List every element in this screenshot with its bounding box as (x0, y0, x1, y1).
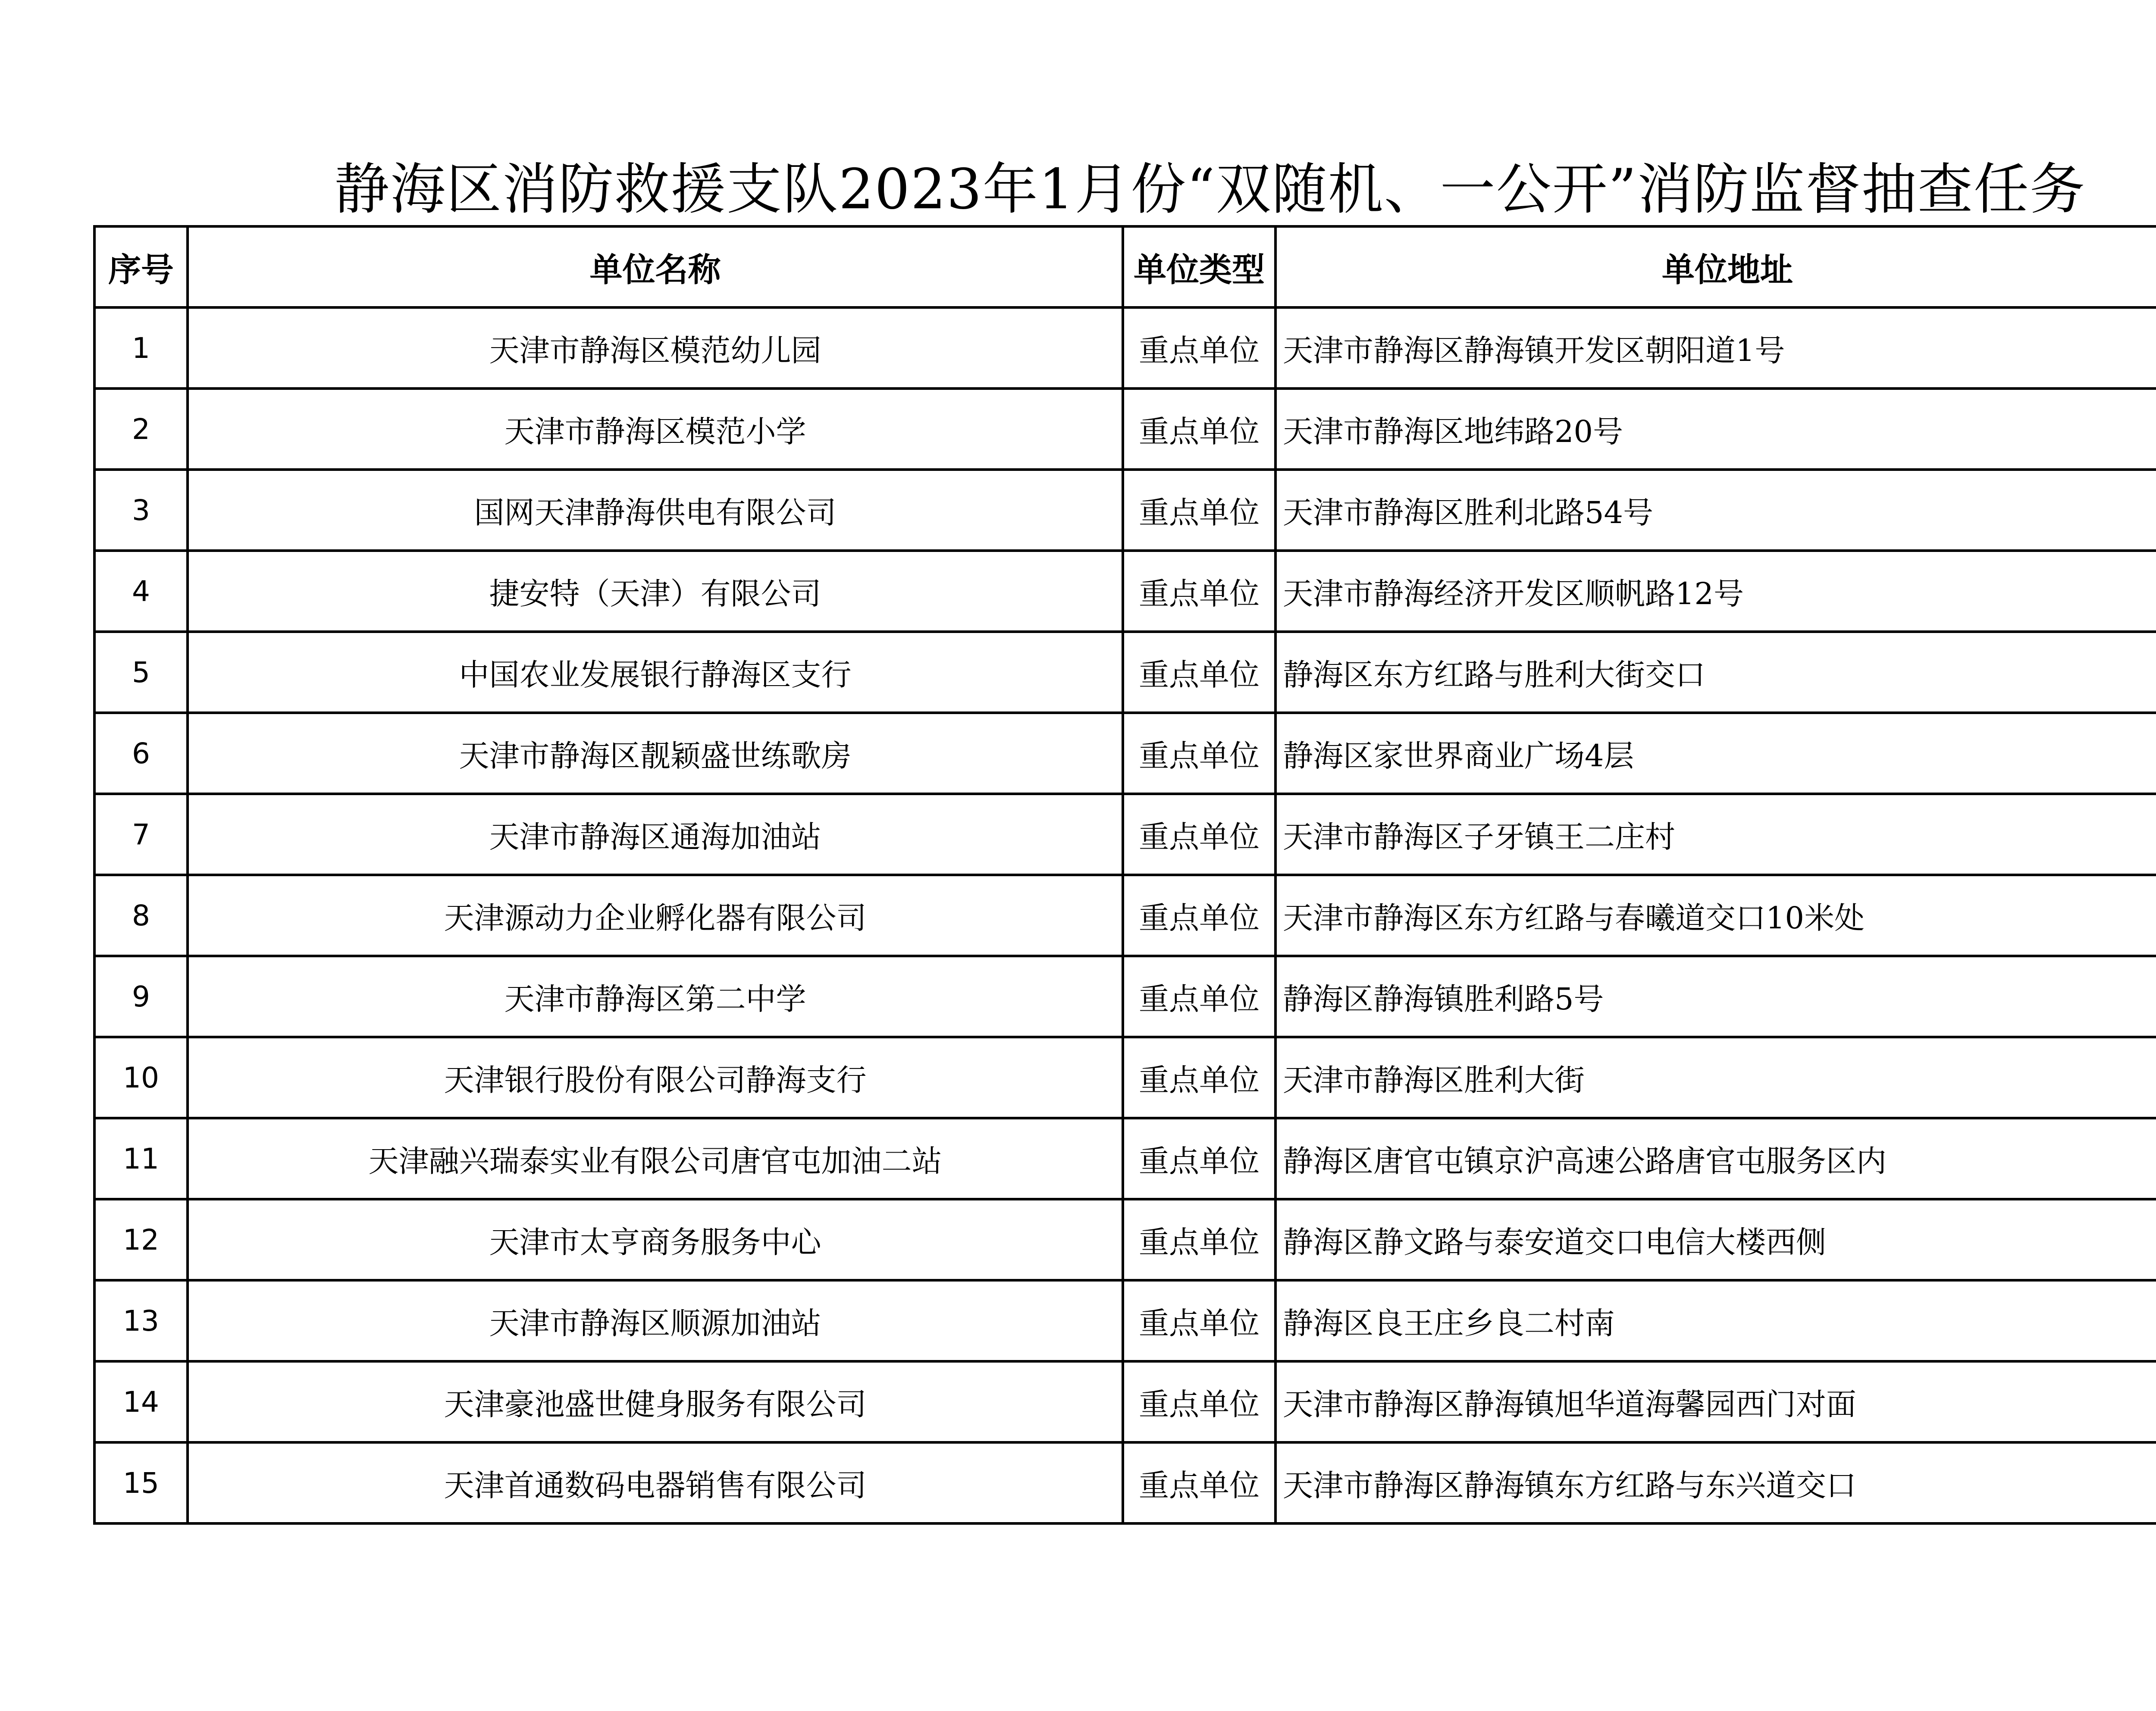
cell-seq: 7 (94, 794, 188, 875)
cell-unit-type: 重点单位 (1123, 307, 1275, 389)
table-row (94, 470, 2156, 551)
table-row (94, 1037, 2156, 1118)
table-row (94, 307, 2156, 389)
cell-seq: 15 (94, 1442, 188, 1523)
cell-unit-address: 天津市静海区子牙镇王二庄村 (1275, 794, 2156, 875)
cell-unit-type: 重点单位 (1123, 551, 1275, 632)
cell-unit-type: 重点单位 (1123, 956, 1275, 1037)
cell-seq: 10 (94, 1037, 188, 1118)
cell-unit-address: 静海区唐官屯镇京沪高速公路唐官屯服务区内 (1275, 1118, 2156, 1199)
cell-unit-type: 重点单位 (1123, 1442, 1275, 1523)
cell-unit-address: 天津市静海区胜利大街 (1275, 1037, 2156, 1118)
table-row (94, 551, 2156, 632)
cell-unit-address: 静海区静海镇胜利路5号 (1275, 956, 2156, 1037)
cell-unit-name: 天津市静海区模范幼儿园 (188, 307, 1123, 389)
cell-unit-name: 天津市静海区第二中学 (188, 956, 1123, 1037)
table-row (94, 875, 2156, 956)
cell-seq: 8 (94, 875, 188, 956)
cell-unit-name: 天津银行股份有限公司静海支行 (188, 1037, 1123, 1118)
inspection-task-table (93, 225, 2156, 1525)
cell-unit-address: 天津市静海区静海镇开发区朝阳道1号 (1275, 307, 2156, 389)
cell-unit-name: 天津首通数码电器销售有限公司 (188, 1442, 1123, 1523)
cell-unit-type: 重点单位 (1123, 389, 1275, 470)
cell-unit-name: 天津豪池盛世健身服务有限公司 (188, 1361, 1123, 1442)
cell-unit-name: 国网天津静海供电有限公司 (188, 470, 1123, 551)
cell-seq: 1 (94, 307, 188, 389)
cell-unit-type: 重点单位 (1123, 794, 1275, 875)
table-row (94, 1361, 2156, 1442)
cell-seq: 6 (94, 713, 188, 794)
header-seq: 序号 (94, 226, 188, 307)
table-row (94, 389, 2156, 470)
cell-unit-type: 重点单位 (1123, 470, 1275, 551)
header-unit-address: 单位地址 (1275, 226, 2156, 307)
table-header-row (94, 226, 2156, 307)
cell-seq: 9 (94, 956, 188, 1037)
cell-unit-type: 重点单位 (1123, 1118, 1275, 1199)
cell-unit-name: 天津融兴瑞泰实业有限公司唐官屯加油二站 (188, 1118, 1123, 1199)
cell-unit-name: 天津市太亨商务服务中心 (188, 1199, 1123, 1280)
cell-unit-name: 天津市静海区顺源加油站 (188, 1280, 1123, 1361)
table-row (94, 1199, 2156, 1280)
cell-unit-address: 静海区家世界商业广场4层 (1275, 713, 2156, 794)
cell-seq: 14 (94, 1361, 188, 1442)
cell-unit-type: 重点单位 (1123, 713, 1275, 794)
cell-unit-address: 天津市静海区静海镇旭华道海馨园西门对面 (1275, 1361, 2156, 1442)
cell-unit-type: 重点单位 (1123, 1199, 1275, 1280)
cell-unit-name: 天津市静海区靓颖盛世练歌房 (188, 713, 1123, 794)
cell-unit-type: 重点单位 (1123, 632, 1275, 713)
cell-unit-type: 重点单位 (1123, 875, 1275, 956)
table-body (94, 307, 2156, 1523)
table-row (94, 632, 2156, 713)
table-row (94, 794, 2156, 875)
table-row (94, 1280, 2156, 1361)
cell-unit-address: 天津市静海区胜利北路54号 (1275, 470, 2156, 551)
cell-unit-address: 静海区静文路与泰安道交口电信大楼西侧 (1275, 1199, 2156, 1280)
cell-unit-name: 中国农业发展银行静海区支行 (188, 632, 1123, 713)
cell-unit-type: 重点单位 (1123, 1037, 1275, 1118)
cell-unit-address: 天津市静海区静海镇东方红路与东兴道交口 (1275, 1442, 2156, 1523)
cell-unit-name: 天津源动力企业孵化器有限公司 (188, 875, 1123, 956)
table-row (94, 956, 2156, 1037)
cell-unit-name: 捷安特（天津）有限公司 (188, 551, 1123, 632)
cell-unit-type: 重点单位 (1123, 1361, 1275, 1442)
cell-unit-address: 静海区良王庄乡良二村南 (1275, 1280, 2156, 1361)
cell-unit-type: 重点单位 (1123, 1280, 1275, 1361)
table-row (94, 1118, 2156, 1199)
table-row (94, 713, 2156, 794)
table-row (94, 1442, 2156, 1523)
cell-unit-address: 天津市静海区东方红路与春曦道交口10米处 (1275, 875, 2156, 956)
cell-seq: 4 (94, 551, 188, 632)
cell-unit-address: 静海区东方红路与胜利大街交口 (1275, 632, 2156, 713)
header-unit-type: 单位类型 (1123, 226, 1275, 307)
cell-seq: 5 (94, 632, 188, 713)
cell-seq: 3 (94, 470, 188, 551)
cell-unit-name: 天津市静海区模范小学 (188, 389, 1123, 470)
cell-seq: 13 (94, 1280, 188, 1361)
cell-unit-name: 天津市静海区通海加油站 (188, 794, 1123, 875)
cell-unit-address: 天津市静海经济开发区顺帆路12号 (1275, 551, 2156, 632)
cell-seq: 2 (94, 389, 188, 470)
cell-seq: 12 (94, 1199, 188, 1280)
cell-seq: 11 (94, 1118, 188, 1199)
header-unit-name: 单位名称 (188, 226, 1123, 307)
cell-unit-address: 天津市静海区地纬路20号 (1275, 389, 2156, 470)
document-title: 静海区消防救援支队2023年1月份“双随机、一公开”消防监督抽查任务 (334, 157, 2086, 222)
